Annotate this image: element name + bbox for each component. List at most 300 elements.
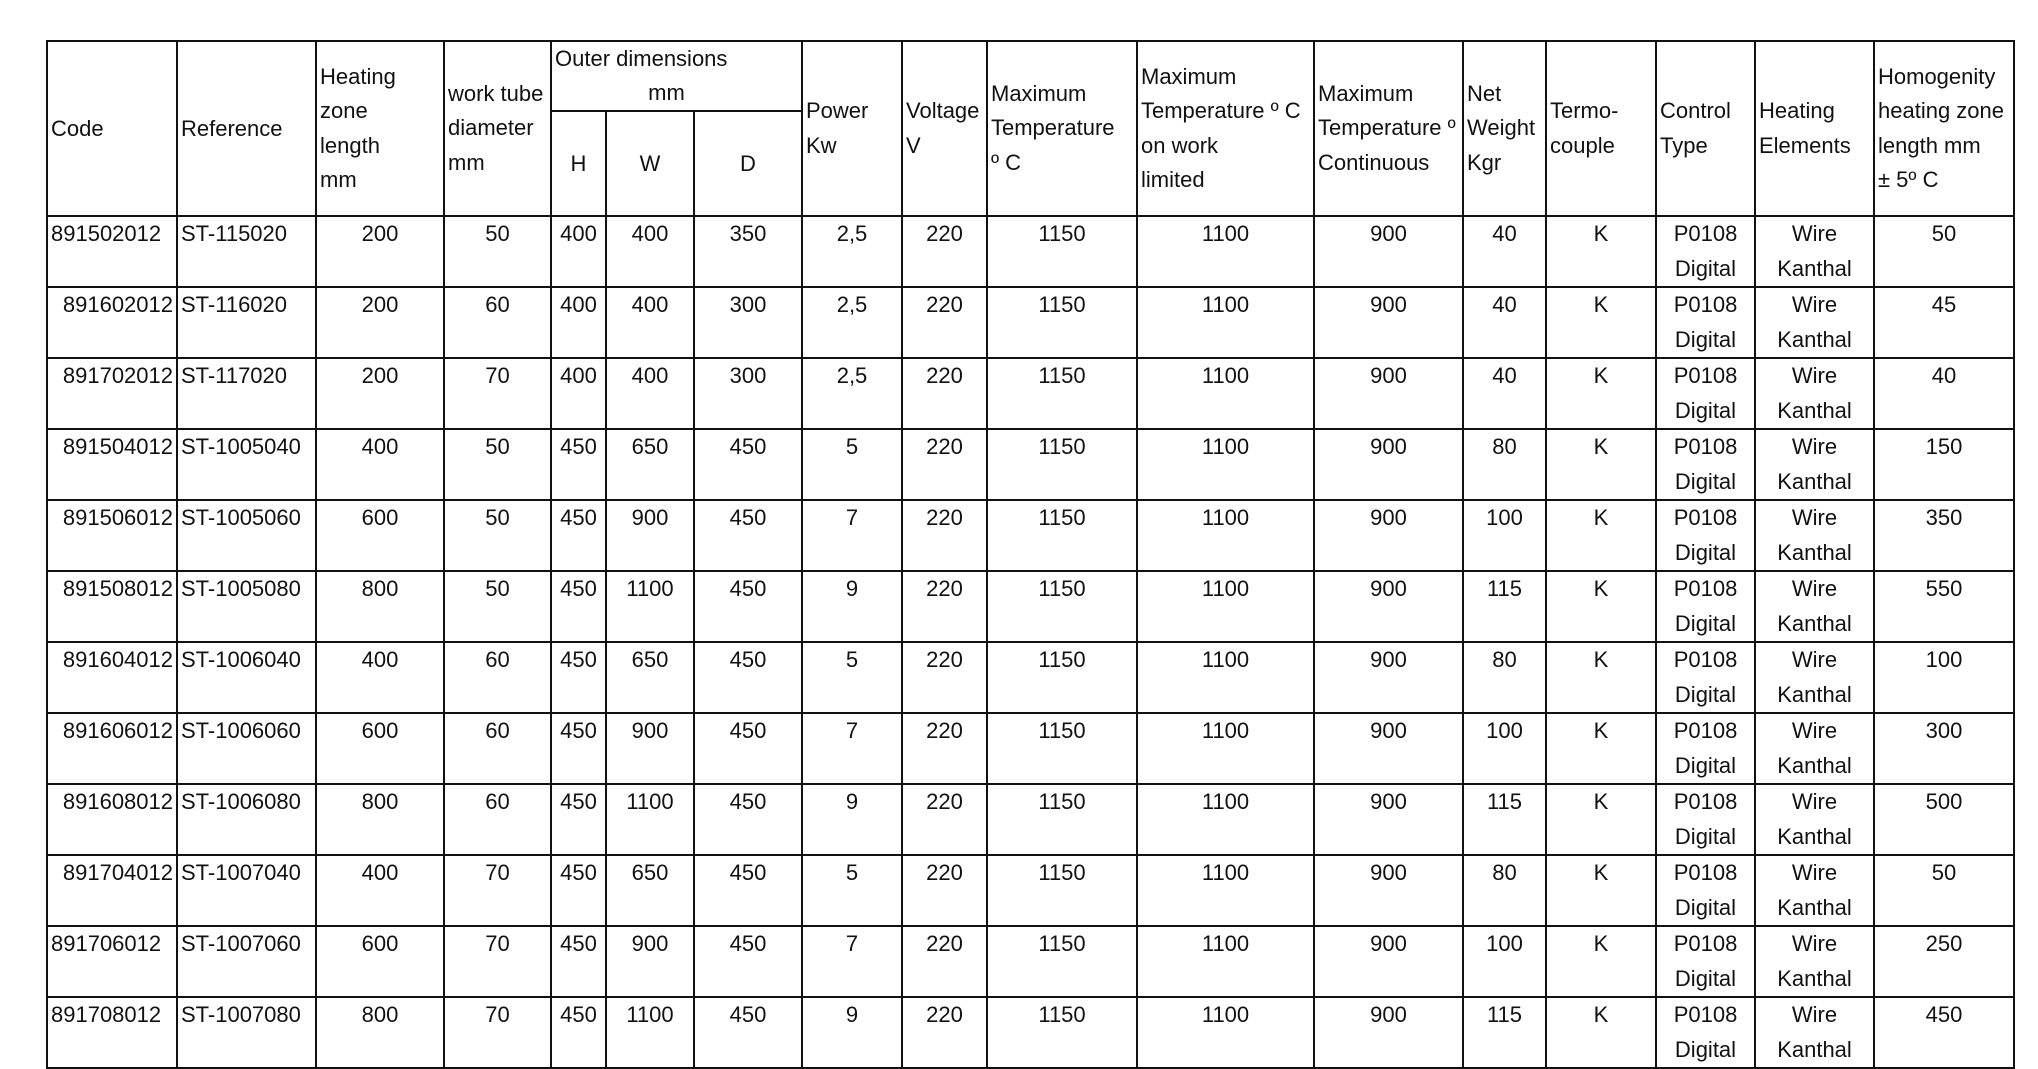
cell-reference: ST-116020	[177, 287, 316, 358]
cell-max-temperature-continuous: 900	[1314, 642, 1463, 713]
cell-heating-zone-length: 600	[316, 926, 444, 997]
cell-heating-elements-line-2: Kanthal	[1777, 539, 1852, 565]
cell-reference: ST-1006080	[177, 784, 316, 855]
cell-power: 7	[802, 500, 902, 571]
header-heating-zone-length-text	[320, 60, 440, 198]
header-work-tube-diameter-text	[448, 77, 547, 181]
cell-outer-h: 450	[551, 855, 606, 926]
header-heating-elements	[1755, 41, 1874, 216]
header-thermocouple-text	[1550, 94, 1652, 163]
header-line: length mm	[1878, 132, 1981, 158]
cell-heating-elements	[1755, 784, 1874, 855]
header-voltage-text	[906, 94, 983, 163]
cell-work-tube-diameter: 60	[444, 287, 551, 358]
cell-heating-elements-line-1: Wire	[1791, 505, 1838, 530]
cell-max-temperature-continuous: 900	[1314, 500, 1463, 571]
header-net-weight-text	[1467, 77, 1542, 181]
cell-voltage: 220	[902, 429, 987, 500]
cell-heating-elements	[1755, 358, 1874, 429]
cell-heating-zone-length: 800	[316, 571, 444, 642]
cell-voltage: 220	[902, 997, 987, 1068]
cell-outer-d: 450	[694, 642, 802, 713]
header-line: Maximum	[1318, 80, 1414, 106]
cell-outer-h: 450	[551, 997, 606, 1068]
cell-control-type	[1656, 571, 1755, 642]
cell-homogeneity: 550	[1874, 571, 2014, 642]
cell-heating-elements-line-1: Wire	[1791, 363, 1838, 388]
cell-reference: ST-1005060	[177, 500, 316, 571]
cell-max-temperature: 1150	[987, 713, 1137, 784]
cell-heating-elements-line-2: Kanthal	[1777, 397, 1852, 423]
cell-power: 7	[802, 713, 902, 784]
header-outer-dimensions-unit: mm	[648, 80, 685, 105]
cell-net-weight: 115	[1463, 784, 1546, 855]
table-body	[47, 216, 2014, 1068]
cell-control-type-line-2: Digital	[1674, 539, 1737, 565]
cell-code: 891504012	[47, 429, 177, 500]
cell-heating-zone-length: 400	[316, 429, 444, 500]
cell-heating-elements-line-1: Wire	[1791, 434, 1838, 459]
cell-reference: ST-115020	[177, 216, 316, 287]
cell-max-temperature: 1150	[987, 500, 1137, 571]
header-power-text	[806, 94, 898, 163]
cell-power: 9	[802, 997, 902, 1068]
cell-control-type	[1656, 500, 1755, 571]
cell-heating-zone-length: 400	[316, 642, 444, 713]
header-line: Elements	[1759, 132, 1851, 158]
cell-thermocouple: K	[1546, 216, 1656, 287]
header-line: mm	[448, 149, 485, 175]
cell-thermocouple: K	[1546, 997, 1656, 1068]
cell-code: 891608012	[47, 784, 177, 855]
header-code: Code	[47, 41, 177, 216]
cell-power: 9	[802, 571, 902, 642]
cell-max-temperature: 1150	[987, 784, 1137, 855]
table-row	[47, 784, 2014, 855]
cell-work-tube-diameter: 50	[444, 429, 551, 500]
cell-code: 891706012	[47, 926, 177, 997]
header-outer-dimensions	[551, 41, 802, 111]
cell-outer-h: 450	[551, 500, 606, 571]
cell-homogeneity: 150	[1874, 429, 2014, 500]
header-max-temperature-text	[991, 77, 1133, 181]
cell-work-tube-diameter: 50	[444, 571, 551, 642]
cell-outer-d: 450	[694, 997, 802, 1068]
cell-control-type-line-1: P0108	[1673, 718, 1738, 743]
cell-outer-w: 400	[606, 287, 694, 358]
cell-net-weight: 100	[1463, 926, 1546, 997]
cell-max-temperature-continuous: 900	[1314, 997, 1463, 1068]
cell-work-tube-diameter: 60	[444, 784, 551, 855]
cell-thermocouple: K	[1546, 500, 1656, 571]
header-line: Homogenity	[1878, 63, 1996, 89]
cell-control-type-line-1: P0108	[1673, 363, 1738, 388]
table-row	[47, 571, 2014, 642]
cell-reference: ST-117020	[177, 358, 316, 429]
cell-control-type-line-2: Digital	[1674, 894, 1737, 920]
cell-work-tube-diameter: 70	[444, 997, 551, 1068]
header-power	[802, 41, 902, 216]
header-line: work tube	[448, 80, 544, 106]
cell-homogeneity: 50	[1874, 855, 2014, 926]
cell-heating-zone-length: 200	[316, 287, 444, 358]
cell-outer-d: 300	[694, 287, 802, 358]
cell-outer-h: 450	[551, 571, 606, 642]
header-outer-d: D	[694, 111, 802, 216]
cell-reference: ST-1005040	[177, 429, 316, 500]
cell-control-type-line-2: Digital	[1674, 752, 1737, 778]
cell-homogeneity: 350	[1874, 500, 2014, 571]
cell-control-type-line-1: P0108	[1673, 292, 1738, 317]
cell-control-type-line-1: P0108	[1673, 576, 1738, 601]
cell-homogeneity: 300	[1874, 713, 2014, 784]
cell-max-temperature-work: 1100	[1137, 571, 1314, 642]
cell-outer-d: 450	[694, 571, 802, 642]
cell-heating-zone-length: 200	[316, 216, 444, 287]
table-row	[47, 713, 2014, 784]
cell-heating-elements-line-2: Kanthal	[1777, 752, 1852, 778]
cell-max-temperature-work: 1100	[1137, 287, 1314, 358]
cell-outer-w: 400	[606, 216, 694, 287]
header-line: Temperature º	[1318, 115, 1456, 141]
header-work-tube-diameter	[444, 41, 551, 216]
cell-control-type	[1656, 855, 1755, 926]
cell-homogeneity: 40	[1874, 358, 2014, 429]
cell-heating-elements-line-2: Kanthal	[1777, 965, 1852, 991]
cell-control-type	[1656, 926, 1755, 997]
cell-thermocouple: K	[1546, 358, 1656, 429]
cell-reference: ST-1007040	[177, 855, 316, 926]
cell-voltage: 220	[902, 642, 987, 713]
cell-control-type-line-2: Digital	[1674, 681, 1737, 707]
cell-outer-w: 650	[606, 855, 694, 926]
cell-max-temperature-work: 1100	[1137, 784, 1314, 855]
cell-control-type-line-2: Digital	[1674, 468, 1737, 494]
cell-max-temperature-work: 1100	[1137, 216, 1314, 287]
cell-net-weight: 100	[1463, 713, 1546, 784]
cell-heating-elements-line-1: Wire	[1791, 221, 1838, 246]
cell-reference: ST-1007060	[177, 926, 316, 997]
header-voltage	[902, 41, 987, 216]
cell-control-type	[1656, 642, 1755, 713]
cell-max-temperature-work: 1100	[1137, 500, 1314, 571]
cell-max-temperature-work: 1100	[1137, 642, 1314, 713]
header-outer-w: W	[606, 111, 694, 216]
cell-max-temperature: 1150	[987, 571, 1137, 642]
cell-code: 891604012	[47, 642, 177, 713]
cell-heating-elements	[1755, 926, 1874, 997]
cell-homogeneity: 50	[1874, 216, 2014, 287]
cell-voltage: 220	[902, 926, 987, 997]
cell-control-type-line-2: Digital	[1674, 1036, 1737, 1062]
cell-voltage: 220	[902, 358, 987, 429]
cell-outer-h: 400	[551, 358, 606, 429]
cell-code: 891602012	[47, 287, 177, 358]
cell-max-temperature-continuous: 900	[1314, 784, 1463, 855]
cell-thermocouple: K	[1546, 429, 1656, 500]
cell-control-type	[1656, 997, 1755, 1068]
cell-heating-elements	[1755, 713, 1874, 784]
cell-heating-zone-length: 800	[316, 784, 444, 855]
cell-heating-zone-length: 600	[316, 713, 444, 784]
cell-outer-h: 400	[551, 287, 606, 358]
cell-outer-w: 650	[606, 429, 694, 500]
cell-control-type-line-1: P0108	[1673, 860, 1738, 885]
cell-outer-h: 450	[551, 926, 606, 997]
header-line: Control	[1660, 98, 1731, 123]
cell-control-type	[1656, 358, 1755, 429]
cell-outer-w: 1100	[606, 784, 694, 855]
cell-net-weight: 115	[1463, 997, 1546, 1068]
cell-control-type-line-1: P0108	[1673, 789, 1738, 814]
header-line: Kgr	[1467, 149, 1502, 175]
header-line: Voltage	[906, 98, 980, 123]
cell-thermocouple: K	[1546, 287, 1656, 358]
cell-max-temperature-work: 1100	[1137, 429, 1314, 500]
header-max-temperature	[987, 41, 1137, 216]
cell-thermocouple: K	[1546, 855, 1656, 926]
cell-power: 7	[802, 926, 902, 997]
header-outer-h: H	[551, 111, 606, 216]
cell-reference: ST-1006040	[177, 642, 316, 713]
header-heating-zone-length	[316, 41, 444, 216]
header-line: Continuous	[1318, 149, 1430, 175]
cell-code: 891702012	[47, 358, 177, 429]
cell-heating-elements-line-1: Wire	[1791, 647, 1838, 672]
cell-power: 5	[802, 642, 902, 713]
cell-heating-elements-line-1: Wire	[1791, 860, 1838, 885]
header-line: V	[906, 132, 921, 158]
cell-outer-h: 450	[551, 784, 606, 855]
header-line: heating zone	[1878, 98, 2004, 123]
cell-control-type	[1656, 713, 1755, 784]
cell-net-weight: 40	[1463, 287, 1546, 358]
header-reference: Reference	[177, 41, 316, 216]
header-line: Kw	[806, 132, 837, 158]
header-max-temperature-work-text	[1141, 60, 1310, 198]
cell-heating-elements-line-2: Kanthal	[1777, 468, 1852, 494]
header-line: Maximum	[991, 80, 1087, 106]
header-line: Maximum	[1141, 63, 1237, 89]
cell-max-temperature-continuous: 900	[1314, 216, 1463, 287]
cell-outer-d: 450	[694, 855, 802, 926]
cell-net-weight: 100	[1463, 500, 1546, 571]
cell-heating-zone-length: 800	[316, 997, 444, 1068]
header-homogeneity	[1874, 41, 2014, 216]
cell-heating-elements-line-2: Kanthal	[1777, 894, 1852, 920]
cell-code: 891508012	[47, 571, 177, 642]
cell-heating-elements	[1755, 429, 1874, 500]
cell-control-type-line-2: Digital	[1674, 326, 1737, 352]
cell-work-tube-diameter: 70	[444, 926, 551, 997]
cell-max-temperature: 1150	[987, 997, 1137, 1068]
cell-work-tube-diameter: 50	[444, 500, 551, 571]
cell-control-type-line-1: P0108	[1673, 1002, 1738, 1027]
cell-voltage: 220	[902, 855, 987, 926]
header-heating-elements-text	[1759, 94, 1870, 163]
header-line: on work	[1141, 132, 1219, 158]
header-control-type-text	[1660, 94, 1751, 163]
cell-homogeneity: 500	[1874, 784, 2014, 855]
cell-reference: ST-1006060	[177, 713, 316, 784]
cell-control-type	[1656, 216, 1755, 287]
cell-homogeneity: 100	[1874, 642, 2014, 713]
cell-max-temperature-continuous: 900	[1314, 713, 1463, 784]
cell-heating-elements-line-1: Wire	[1791, 718, 1838, 743]
cell-control-type-line-1: P0108	[1673, 434, 1738, 459]
header-line: mm	[320, 167, 357, 192]
cell-outer-d: 300	[694, 358, 802, 429]
cell-thermocouple: K	[1546, 571, 1656, 642]
cell-thermocouple: K	[1546, 642, 1656, 713]
cell-work-tube-diameter: 60	[444, 642, 551, 713]
cell-outer-d: 450	[694, 500, 802, 571]
cell-max-temperature-continuous: 900	[1314, 358, 1463, 429]
cell-voltage: 220	[902, 571, 987, 642]
cell-heating-elements	[1755, 855, 1874, 926]
cell-net-weight: 115	[1463, 571, 1546, 642]
cell-control-type-line-2: Digital	[1674, 397, 1737, 423]
cell-max-temperature-continuous: 900	[1314, 855, 1463, 926]
cell-outer-d: 450	[694, 784, 802, 855]
header-max-temperature-work	[1137, 41, 1314, 216]
cell-power: 2,5	[802, 216, 902, 287]
header-line: Type	[1660, 132, 1708, 158]
cell-code: 891502012	[47, 216, 177, 287]
header-line: ± 5º C	[1878, 167, 1939, 192]
cell-thermocouple: K	[1546, 713, 1656, 784]
cell-control-type-line-1: P0108	[1673, 505, 1738, 530]
cell-power: 2,5	[802, 287, 902, 358]
cell-heating-elements-line-2: Kanthal	[1777, 823, 1852, 849]
cell-voltage: 220	[902, 216, 987, 287]
header-outer-dimensions-title: Outer dimensions	[555, 46, 728, 71]
cell-heating-elements-line-2: Kanthal	[1777, 1036, 1852, 1062]
cell-heating-elements-line-1: Wire	[1791, 789, 1838, 814]
header-line: Heating	[1759, 98, 1835, 123]
cell-max-temperature-work: 1100	[1137, 358, 1314, 429]
cell-thermocouple: K	[1546, 784, 1656, 855]
header-line: Temperature	[991, 115, 1115, 141]
cell-heating-elements-line-1: Wire	[1791, 292, 1838, 317]
cell-heating-elements-line-2: Kanthal	[1777, 326, 1852, 352]
header-line: Heating	[320, 63, 396, 89]
cell-net-weight: 80	[1463, 642, 1546, 713]
header-line: Power	[806, 98, 869, 123]
cell-reference: ST-1007080	[177, 997, 316, 1068]
cell-max-temperature-continuous: 900	[1314, 926, 1463, 997]
cell-heating-elements-line-1: Wire	[1791, 576, 1838, 601]
cell-outer-w: 1100	[606, 997, 694, 1068]
cell-outer-h: 450	[551, 713, 606, 784]
cell-heating-elements	[1755, 216, 1874, 287]
cell-control-type-line-2: Digital	[1674, 255, 1737, 281]
cell-net-weight: 80	[1463, 855, 1546, 926]
cell-outer-d: 450	[694, 926, 802, 997]
cell-reference: ST-1005080	[177, 571, 316, 642]
cell-net-weight: 80	[1463, 429, 1546, 500]
table-row	[47, 358, 2014, 429]
cell-outer-d: 350	[694, 216, 802, 287]
cell-code: 891708012	[47, 997, 177, 1068]
cell-max-temperature: 1150	[987, 358, 1137, 429]
header-line: Temperature º C	[1141, 98, 1301, 123]
cell-control-type-line-1: P0108	[1673, 221, 1738, 246]
cell-outer-w: 900	[606, 713, 694, 784]
cell-control-type-line-1: P0108	[1673, 931, 1738, 956]
header-line: Termo-	[1550, 98, 1619, 123]
cell-net-weight: 40	[1463, 216, 1546, 287]
header-net-weight	[1463, 41, 1546, 216]
cell-outer-w: 900	[606, 500, 694, 571]
header-max-temperature-continuous-text	[1318, 77, 1459, 181]
cell-heating-elements	[1755, 287, 1874, 358]
cell-control-type-line-1: P0108	[1673, 647, 1738, 672]
header-line: couple	[1550, 132, 1615, 158]
cell-heating-elements-line-1: Wire	[1791, 1002, 1838, 1027]
cell-max-temperature-work: 1100	[1137, 713, 1314, 784]
table-row	[47, 926, 2014, 997]
cell-net-weight: 40	[1463, 358, 1546, 429]
cell-outer-h: 400	[551, 216, 606, 287]
cell-outer-w: 900	[606, 926, 694, 997]
cell-homogeneity: 45	[1874, 287, 2014, 358]
header-line: diameter	[448, 115, 534, 141]
cell-heating-elements	[1755, 571, 1874, 642]
header-line: º C	[991, 149, 1022, 175]
cell-max-temperature-work: 1100	[1137, 926, 1314, 997]
cell-control-type	[1656, 429, 1755, 500]
cell-max-temperature: 1150	[987, 642, 1137, 713]
table-header	[47, 41, 2014, 216]
cell-max-temperature-continuous: 900	[1314, 287, 1463, 358]
cell-voltage: 220	[902, 784, 987, 855]
cell-max-temperature-work: 1100	[1137, 997, 1314, 1068]
header-homogeneity-text	[1878, 60, 2010, 198]
cell-max-temperature: 1150	[987, 216, 1137, 287]
table-row	[47, 216, 2014, 287]
cell-work-tube-diameter: 70	[444, 855, 551, 926]
cell-homogeneity: 450	[1874, 997, 2014, 1068]
cell-control-type-line-2: Digital	[1674, 823, 1737, 849]
cell-heating-elements-line-1: Wire	[1791, 931, 1838, 956]
cell-heating-elements	[1755, 997, 1874, 1068]
cell-heating-elements-line-2: Kanthal	[1777, 681, 1852, 707]
cell-outer-w: 400	[606, 358, 694, 429]
cell-control-type-line-2: Digital	[1674, 965, 1737, 991]
cell-work-tube-diameter: 70	[444, 358, 551, 429]
cell-heating-elements	[1755, 642, 1874, 713]
cell-homogeneity: 250	[1874, 926, 2014, 997]
cell-outer-h: 450	[551, 642, 606, 713]
cell-voltage: 220	[902, 713, 987, 784]
specifications-table	[46, 40, 2015, 1069]
cell-heating-zone-length: 600	[316, 500, 444, 571]
cell-outer-h: 450	[551, 429, 606, 500]
header-control-type	[1656, 41, 1755, 216]
header-line: limited	[1141, 167, 1205, 192]
cell-heating-zone-length: 400	[316, 855, 444, 926]
cell-voltage: 220	[902, 500, 987, 571]
cell-max-temperature-work: 1100	[1137, 855, 1314, 926]
header-line: zone	[320, 98, 368, 123]
cell-heating-elements-line-2: Kanthal	[1777, 610, 1852, 636]
cell-outer-w: 1100	[606, 571, 694, 642]
header-line: length	[320, 132, 380, 158]
header-max-temperature-continuous	[1314, 41, 1463, 216]
table-row	[47, 429, 2014, 500]
cell-voltage: 220	[902, 287, 987, 358]
